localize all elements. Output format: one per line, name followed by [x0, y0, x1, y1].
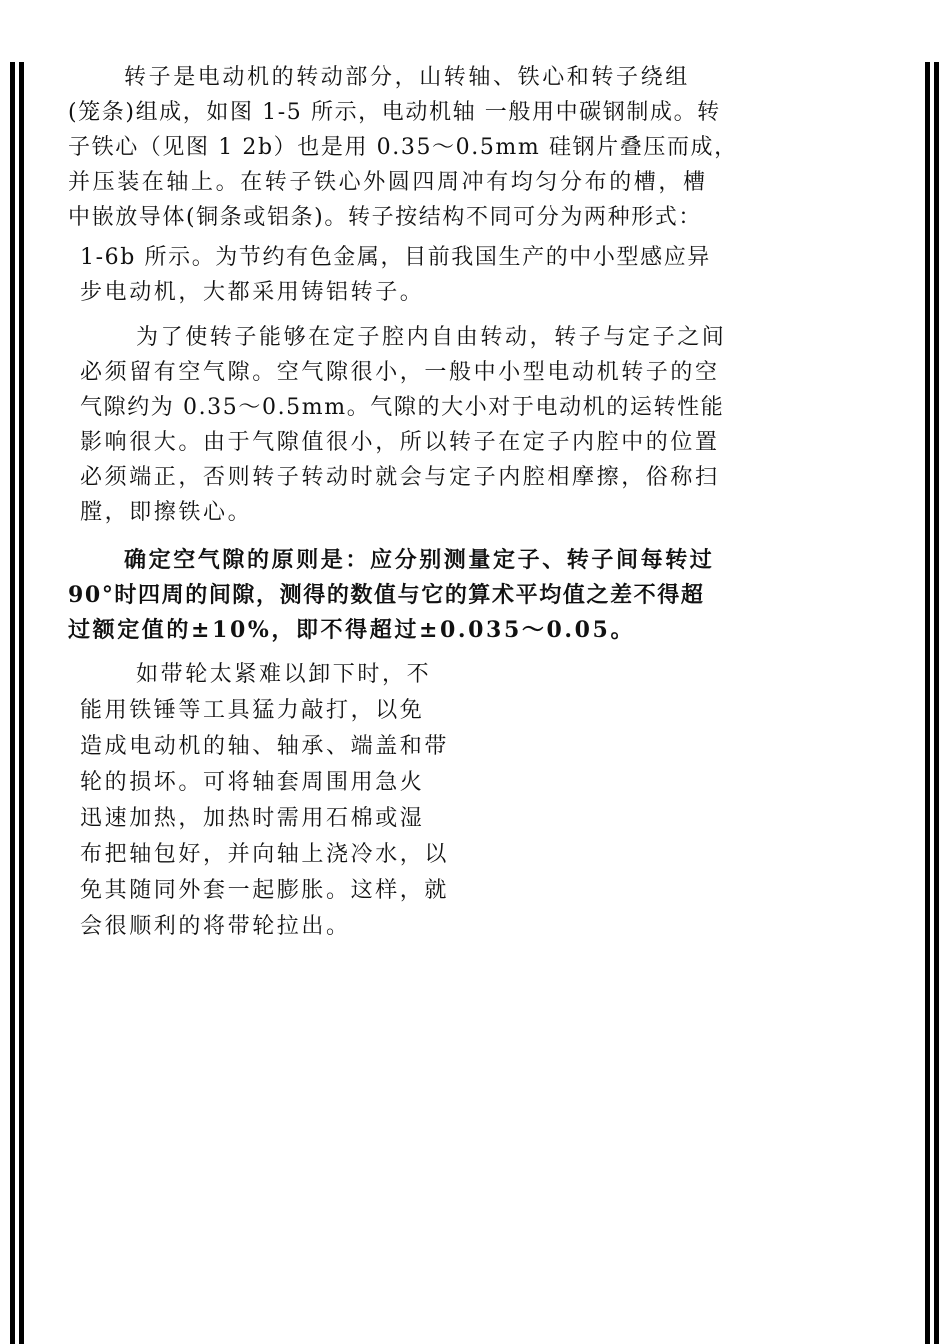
text-line-2: (笼条)组成，如图 1-5 所示，电动机轴 一般用中碳钢制成。转	[68, 100, 721, 125]
text-line-21: 迅速加热，加热时需用石棉或湿	[80, 806, 425, 831]
text-line-5: 中嵌放导体(铜条或铝条)。转子按结构不同可分为两种形式：	[68, 205, 702, 230]
text-line-10: 气隙约为 0.35～0.5mm。气隙的大小对于电动机的运转性能	[80, 395, 725, 420]
text-line-20: 轮的损坏。可将轴套周围用急火	[80, 770, 425, 795]
left-border-rule-outer	[10, 62, 15, 1344]
right-border-rule-outer	[934, 62, 939, 1344]
text-line-17: 如带轮太紧难以卸下时，不	[136, 662, 432, 687]
text-line-6: 1-6b 所示。为节约有色金属，目前我国生产的中小型感应异	[80, 245, 711, 270]
text-line-13: 膛，即擦铁心。	[80, 500, 253, 525]
text-line-19: 造成电动机的轴、轴承、端盖和带	[80, 734, 450, 759]
text-line-8: 为了使转子能够在定子腔内自由转动，转子与定子之间	[136, 325, 727, 350]
text-line-22: 布把轴包好，并向轴上浇冷水，以	[80, 842, 450, 867]
text-line-15: 90°时四周的间隙，测得的数值与它的算术平均值之差不得超	[68, 582, 705, 608]
text-line-3: 子铁心（见图 1 2b）也是用 0.35～0.5mm 硅钢片叠压而成，	[68, 135, 738, 160]
text-line-12: 必须端正，否则转子转动时就会与定子内腔相摩擦，俗称扫	[80, 465, 720, 490]
text-line-16: 过额定值的±10%，即不得超过±0.035～0.05。	[68, 617, 636, 643]
text-line-1: 转子是电动机的转动部分，山转轴、铁心和转子绕组	[124, 65, 690, 90]
text-line-9: 必须留有空气隙。空气隙很小，一般中小型电动机转子的空	[80, 360, 720, 385]
text-line-11: 影响很大。由于气隙值很小，所以转子在定子内腔中的位置	[80, 430, 720, 455]
right-border-rule-inner	[925, 62, 930, 1344]
text-line-24: 会很顺利的将带轮拉出。	[80, 914, 351, 939]
text-line-4: 并压装在轴上。在转子铁心外圆四周冲有均匀分布的槽，槽	[68, 170, 708, 195]
text-line-7: 步电动机，大都采用铸铝转子。	[80, 280, 425, 305]
left-border-rule-inner	[19, 62, 24, 1344]
text-line-18: 能用铁锤等工具猛力敲打，以免	[80, 698, 425, 723]
text-line-23: 免其随同外套一起膨胀。这样，就	[80, 878, 450, 903]
text-line-14: 确定空气隙的原则是：应分别测量定子、转子间每转过	[124, 547, 715, 573]
